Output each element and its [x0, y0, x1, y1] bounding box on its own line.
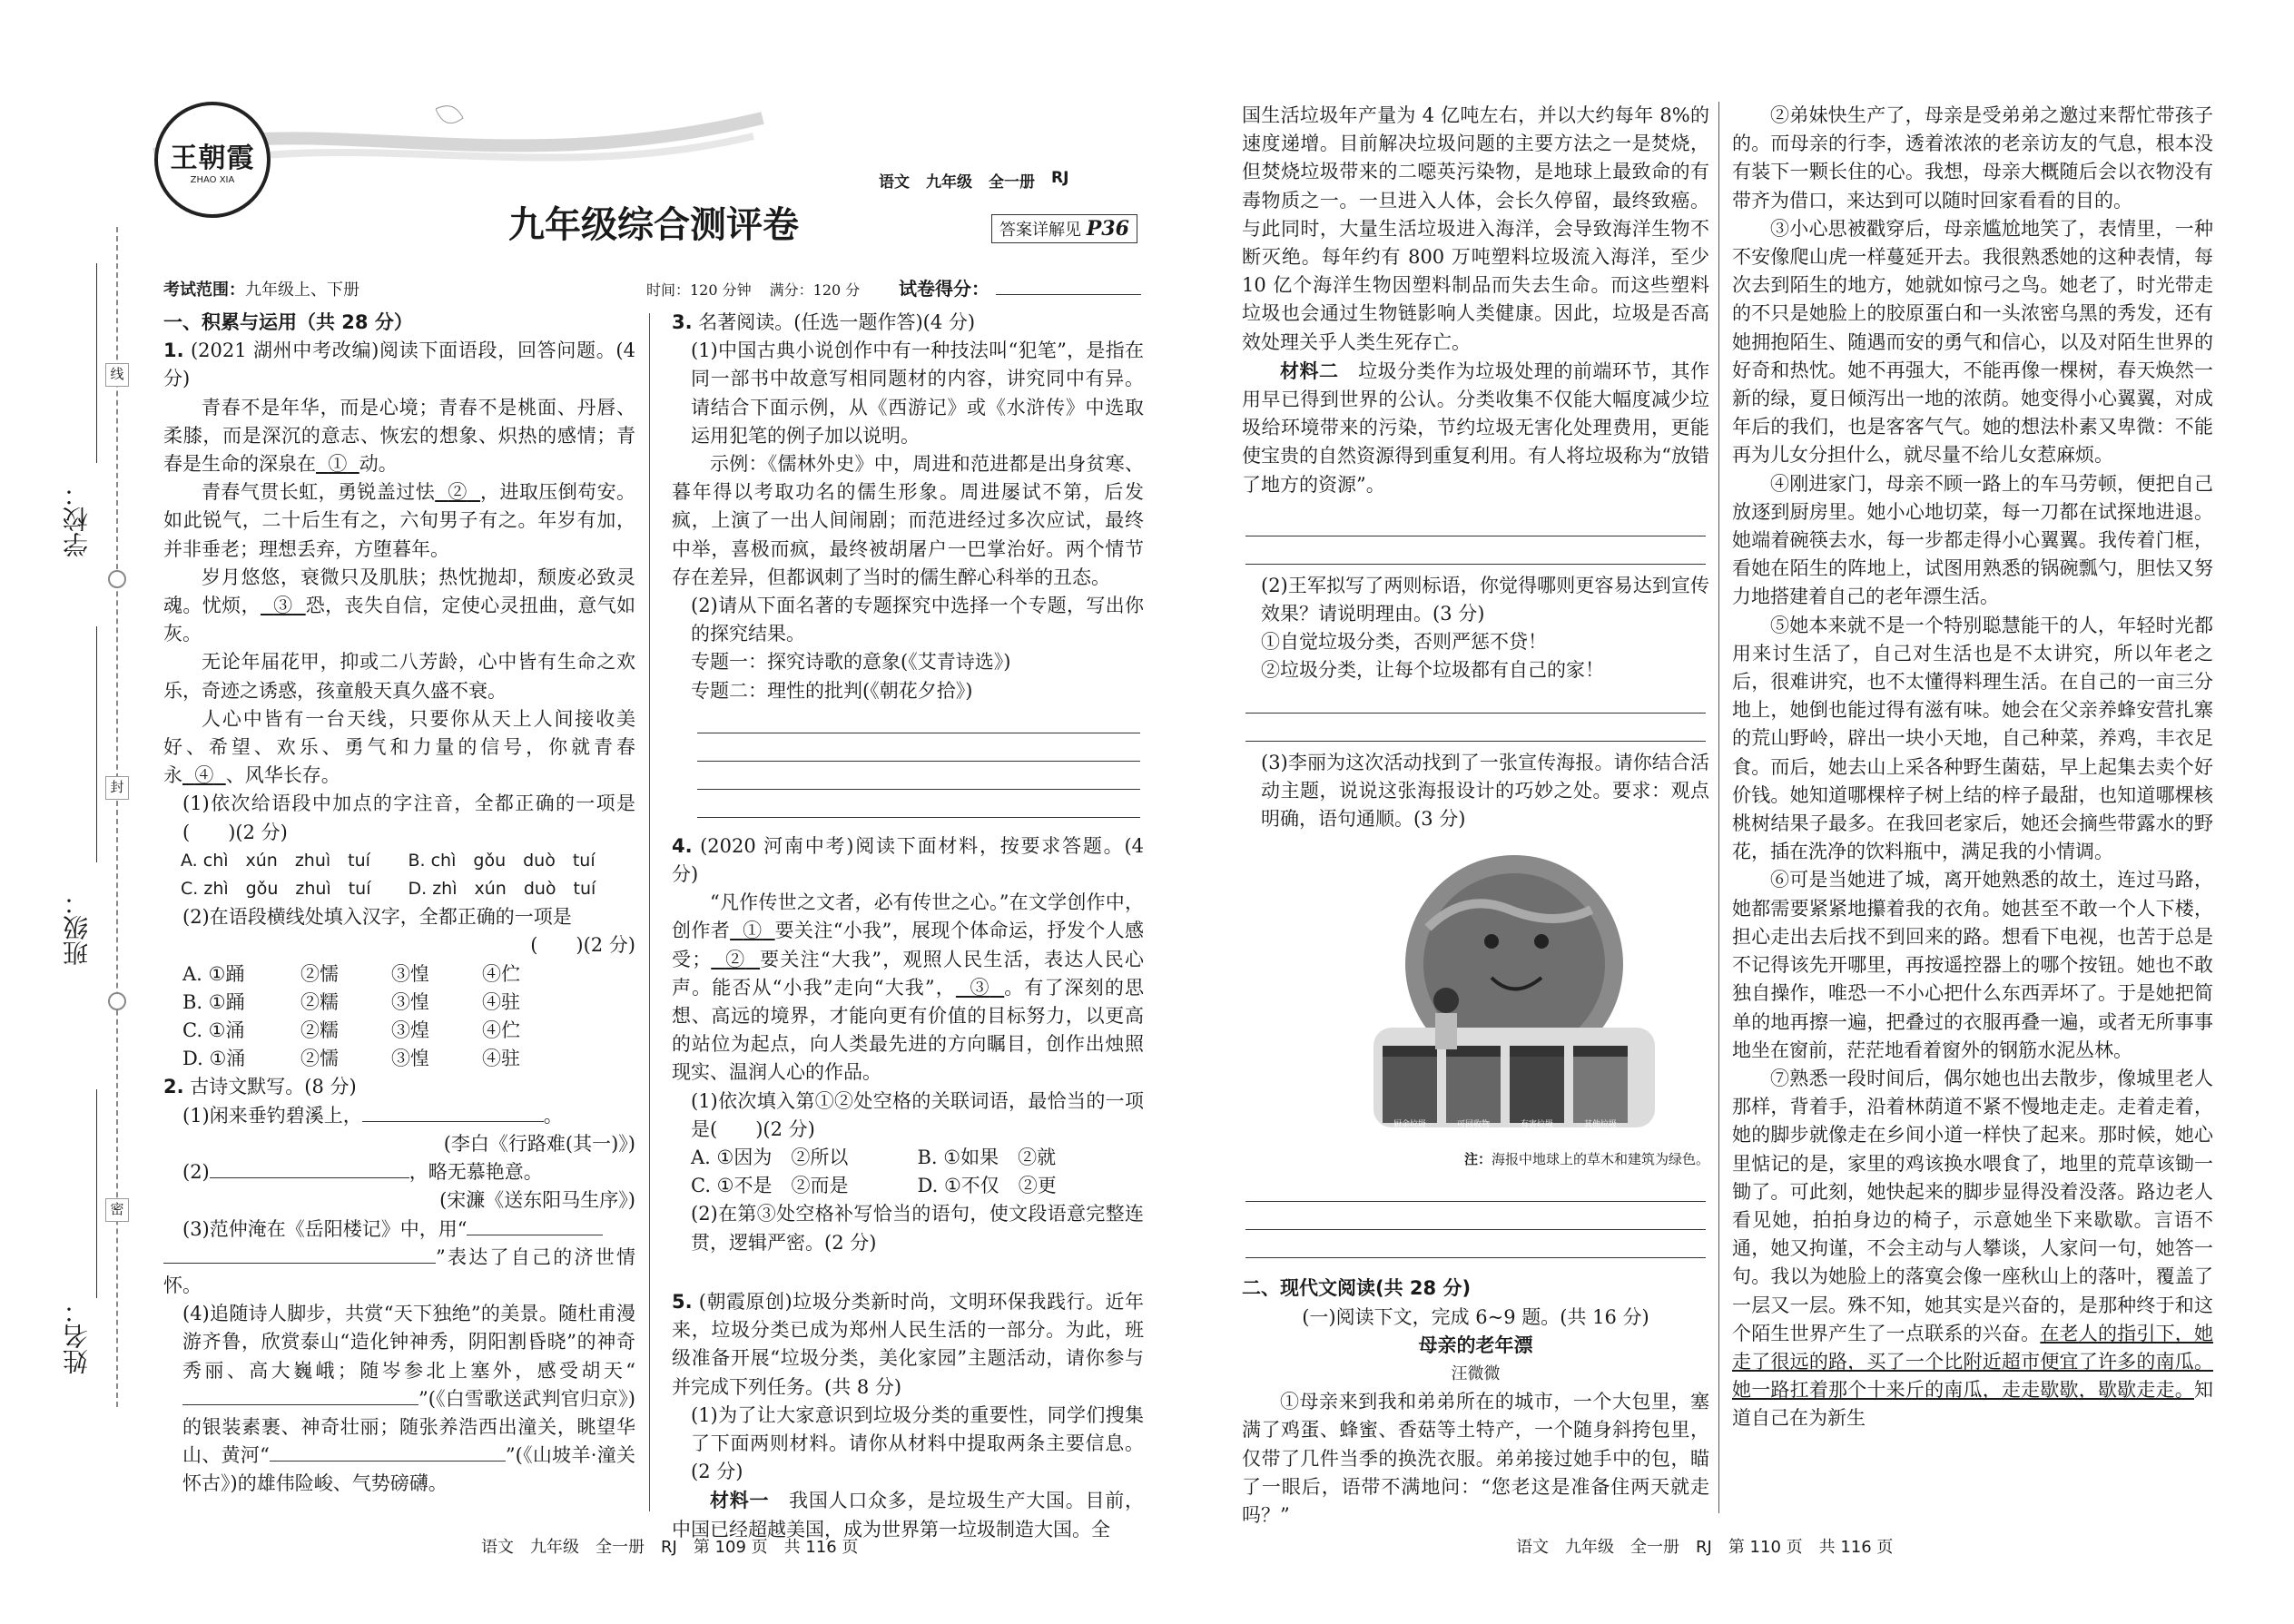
q5-sub1-answer-lines[interactable] — [1242, 508, 1709, 565]
q1-sub1-option-c[interactable]: C. zhì gǒu zhuì tuí — [181, 879, 371, 900]
binding-circle-2 — [108, 992, 126, 1010]
binding-dashed-line — [116, 227, 118, 1407]
q3-topic1: 专题一：探究诗歌的意象(《艾青诗选》) — [691, 651, 1011, 674]
q5-sub3-answer-lines[interactable] — [1242, 1174, 1709, 1258]
right-column-2 — [1732, 102, 2213, 1433]
binding-mark-feng: 封 — [105, 776, 129, 800]
q4-options — [672, 1144, 1144, 1200]
q1-para3: 岁月悠悠，衰微只及肌肤；热忱抛却，颓废必致灵魂。忧烦， ③ 恐，丧失自信，定使心灵扭曲，意气如灰。 — [163, 566, 636, 645]
binding-circle-1 — [108, 570, 126, 588]
story-para7: ⑦熟悉一段时间后，偶尔她也出去散步，像城里老人那样，背着手，沿着林荫道不紧不慢地走走。走着走着，她的脚步就像走在乡间小道一样快了起来。那时候，她心里惦记的是，家里的鸡该换水喂食了，地里的荒草该锄一锄了。可此刻，她快起来的脚步显得没着没落。路边老人看见她，拍拍身边的椅子，示意她坐下来歇歇。言语不通，她又拘谨，不会主动与人攀谈，人家问一句，她答一句。我以为她脸上的落寞会像一座秋山上的落叶，覆盖了一层又一层。殊不知，她其实是兴奋的，是那种终于和这个陌生世界产生了一点联系的兴奋。在老人的指引下，她走了很远的路，买了一个比附近超市便宜了许多的南瓜。她一路扛着那个十来斤的南瓜，走走歇歇，歇歇走走。知道自己在为新生 — [1732, 1067, 2214, 1430]
right-footer: 语文 九年级 全一册 RJ 第 110 页 共 116 页 — [1516, 1538, 1894, 1557]
class-line — [96, 626, 97, 862]
q2-line3b: ”表达了自己的济世情怀。 — [163, 1245, 635, 1296]
story-para7-underlined: 在老人的指引下，她走了很远的路，买了一个比附近超市便宜了许多的南瓜。她一路扛着那个十来斤的南瓜，走走歇歇，歇歇走走。 — [1732, 1322, 2214, 1402]
q5-material1: 材料一 我国人口众多，是垃圾生产大国。目前，中国已经超越美国，成为世界第一垃圾制造大国。全 — [672, 1489, 1145, 1540]
school-line — [96, 263, 97, 463]
q1-sub2-option-d[interactable]: D. ①涌 ②懦 ③惶 ④驻 — [182, 1048, 520, 1070]
poster-image — [1346, 846, 1682, 1146]
q5-sub2-answer-lines[interactable] — [1242, 685, 1709, 742]
q4-option-d[interactable]: D. ①不仅 ②更 — [917, 1175, 1057, 1197]
answer-ref-box: 答案详解见 P36 — [991, 214, 1137, 243]
column-divider-1 — [649, 313, 650, 1511]
q5-sub1: (1)为了让大家意识到垃圾分类的重要性，同学们搜集了下面两则材料。请你从材料中提取两条主要信息。(2 分) — [691, 1403, 1144, 1483]
story-para1: ①母亲来到我和弟弟所在的城市，一个大包里，塞满了鸡蛋、蜂蜜、香菇等土特产，一个随身斜挎包里，仅带了几件当季的换洗衣服。弟弟接过她手中的包，瞄了一眼后，语带不满地问：“您老这是准备住两天就走吗？” — [1242, 1391, 1709, 1527]
meta-grade: 九年级 — [926, 173, 972, 192]
q2-line1: (1)闲来垂钓碧溪上， 。 — [182, 1104, 563, 1127]
poster-note: 注：海报中地球上的草木和建筑为绿色。 — [1463, 1151, 1709, 1168]
meta-volume: 全一册 — [989, 173, 1035, 192]
q4-option-a[interactable]: A. ①因为 ②所以 — [691, 1147, 849, 1169]
exam-scope: 考试范围：九年级上、下册 — [163, 281, 359, 300]
q1-sub2-option-b[interactable]: B. ①踊 ②糯 ③惶 ④驻 — [182, 990, 520, 1013]
q4-option-b[interactable]: B. ①如果 ②就 — [917, 1147, 1057, 1169]
story-para5: ⑤她本来就不是一个特别聪慧能干的人，年轻时光都用来讨生活了，自己对生活也是不太讲究，所以年老之后，很难讲究，也不太懂得料理生活。在自己的一亩三分地上，她倒也能过得有滋有味。她会在父亲养蜂安营扎寨的荒山野岭，辟出一块小天地，自己种菜，养鸡，丰衣足食。而后，她去山上采各种野生菌菇，早上起集去卖个好价钱。她知道哪棵梓子树上结的梓子最甜，也知道哪棵核桃树结果子最多。在我回老家后，她还会摘些带露水的野花，插在洗净的饮料瓶中，满足我的小情调。 — [1732, 614, 2213, 863]
q1-para4: 无论年届花甲，抑或二八芳龄，心中皆有生命之欢乐，奇迹之诱惑，孩童般天真久盛不衰。 — [163, 651, 635, 702]
reading1-instructions: (一)阅读下文，完成 6~9 题。(共 16 分) — [1302, 1305, 1649, 1328]
exam-time: 时间：120 分钟 满分：120 分 — [646, 281, 861, 299]
logo-sub: ZHAO XIA — [190, 174, 235, 185]
q2-line2-source: (宋濂《送东阳马生序》) — [439, 1189, 635, 1212]
header-meta — [879, 169, 1068, 192]
q5-sub3: (3)李丽为这次活动找到了一张宣传海报。请你结合活动主题，说说这张海报设计的巧妙之处。要求：观点明确，语句通顺。(3 分) — [1261, 751, 1709, 831]
q1-sub1-option-b[interactable]: B. chì gǒu duò tuí — [408, 850, 596, 871]
material2: 材料二 垃圾分类作为垃圾处理的前端环节，其作用早已得到世界的公认。分类收集不仅能大幅度减少垃圾给环境带来的污染，节约垃圾无害化处理费用，更能使宝贵的自然资源得到重复利用。有人将垃圾称为“放错了地方的资源”。 — [1242, 359, 1710, 496]
q1-sub1-options — [163, 847, 635, 903]
logo-text: 王朝霞 — [170, 142, 255, 174]
name-line — [96, 1089, 97, 1298]
q1-para5: 人心中皆有一台天线，只要你从天上人间接收美好、希望、欢乐、勇气和力量的信号，你就青春永 ④ 、风华长存。 — [163, 707, 635, 787]
q3-p1: (1)中国古典小说创作中有一种技法叫“犯笔”，是指在同一部书中故意写相同题材的内容，讲究同中有异。请结合下面示例，从《西游记》或《水浒传》中选取运用犯笔的例子加以说明。 — [691, 340, 1144, 447]
earth-poster-icon — [1346, 846, 1682, 1146]
q3-topic2: 专题二：理性的批判(《朝花夕拾》) — [691, 679, 973, 702]
right-column-1 — [1242, 102, 1709, 1530]
bin-label-other: 其他垃圾 — [1583, 1120, 1617, 1130]
story-para3: ③小心思被戳穿后，母亲尴尬地笑了，表情里，一种不安像爬山虎一样蔓延开去。我很熟悉她的这种表情，每次去到陌生的地方，她就如惊弓之鸟。她老了，时光带走的不只是她脸上的胶原蛋白和一头浓密乌黑的秀发，还有她拥抱陌生、随遇而安的勇气和信心，以及对陌生世界的好奇和热忱。她不再强大，不能再像一棵树，春天焕然一新的绿，夏日倾泻出一地的浓荫。她变得小心翼翼，对成年后的我们，也是客客气气。她的想法朴素又卑微：不能再为儿女分担什么，就尽量不给儿女惹麻烦。 — [1732, 217, 2213, 467]
q1-title: 1. (2021 湖州中考改编)阅读下面语段，回答问题。(4 分) — [163, 340, 635, 390]
binding-mark-xian: 线 — [105, 363, 129, 387]
binding-margin — [18, 236, 127, 1407]
story-author: 汪微微 — [1451, 1364, 1501, 1384]
material1-continued: 国生活垃圾年产量为 4 亿吨左右，并以大约每年 8%的速度递增。目前解决垃圾问题的主要方法之一是焚烧，但焚烧垃圾带来的二噁英污染物，是地球上最致命的有毒物质之一。一旦进入人体，会长久停留，最终致癌。与此同时，大量生活垃圾进入海洋，会导致海洋生物不断灭绝。每年约有 800 万吨塑料垃圾流入海洋，至少 10 亿个海洋生物因塑料制品而失去生命。而这些塑料垃圾也会通过生物链影响人类健康。因此，垃圾是否高效处理关乎人类生死存亡。 — [1242, 104, 1709, 353]
slogan-2: ②垃圾分类，让每个垃圾都有自己的家！ — [1261, 659, 1604, 682]
brand-logo — [154, 102, 271, 218]
section1-heading: 一、积累与运用（共 28 分） — [163, 311, 413, 333]
q4-passage: “凡作传世之文者，必有传世之心。”在文学创作中，创作者 ① 要关注“小我”，展现个体命运，抒发个人感受； ② 要关注“大我”，观照人民生活，表达人民心声。能否从“小我”走向“大我”， ③ 。有了深刻的思想、高远的境界，才能向更有价值的目标努力，以更高的站位为起点，向人类最先进的方向瞩目，创作出烛照现实、温润人心的作品。 — [672, 891, 1145, 1084]
q1-sub2-option-c[interactable]: C. ①涌 ②糯 ③煌 ④伫 — [182, 1019, 520, 1042]
q5-title: 5. (朝霞原创)垃圾分类新时尚，文明环保我践行。近年来，垃圾分类已成为郑州人民生活的一部分。为此，班级准备开展“垃圾分类，美化家园”主题活动，请你参与并完成下列任务。(共 8 分) — [672, 1290, 1144, 1398]
q3-example: 示例：《儒林外史》中，周进和范进都是出身贫寒、暮年得以考取功名的儒生形象。周进屡试不第，后发疯，上演了一出人间闹剧；而范进经过多次应试，最终中举，喜极而疯，最终被胡屠户一巴掌治好。两个情节存在差异，但都讽刺了当时的儒生醉心科举的丑态。 — [672, 453, 1144, 588]
q1-para1: 青春不是年华，而是心境；青春不是桃面、丹唇、柔膝，而是深沉的意志、恢宏的想象、炽热的感情；青春是生命的深泉在 ① 动。 — [163, 396, 635, 476]
meta-edition: RJ — [1051, 169, 1069, 187]
q3-p2: (2)请从下面名著的专题探究中选择一个专题，写出你的探究结果。 — [691, 595, 1144, 645]
q1-sub2-tail: ( )(2 分) — [530, 934, 635, 957]
score-field[interactable]: 试卷得分： — [899, 274, 1141, 300]
q5-sub2: (2)王军拟写了两则标语，你觉得哪则更容易达到宣传效果？请说明理由。(3 分) — [1261, 574, 1709, 625]
binding-mark-mi: 密 — [105, 1198, 129, 1222]
page-title: 九年级综合测评卷 — [508, 204, 799, 246]
q2-line1-source: (李白《行路难(其一)》) — [443, 1132, 635, 1155]
column-divider-2 — [1718, 102, 1719, 1513]
answer-page: P36 — [1086, 217, 1129, 241]
q1-sub2-options — [163, 960, 635, 1074]
q1-sub1-option-d[interactable]: D. zhì xún duò tuí — [408, 879, 596, 900]
name-label: 姓名： — [62, 1298, 92, 1374]
story-para6: ⑥可是当她进了城，离开她熟悉的故土，连过马路，她都需要紧紧地攥着我的衣角。她甚至不敢一个人下楼，担心走出去后找不到回来的路。想看下电视，也苦于总是不记得该先开哪里，再按遥控器上的哪个按钮。她也不敢独自操作，唯恐一不小心把什么东西弄坏了。于是她把简单的地再擦一遍，把叠过的衣服再叠一遍，或者无所事事地坐在窗前，茫茫地看着窗外的钢筋水泥丛林。 — [1732, 869, 2213, 1061]
q4-title: 4. (2020 河南中考)阅读下面材料，按要求答题。(4 分) — [672, 834, 1144, 886]
story-para4: ④刚进家门，母亲不顾一路上的车马劳顿，便把自己放逐到厨房里。她小心地切菜，每一刀都在试探地进退。她端着碗筷去水，每一步都走得小心翼翼。我传着门框，看她在陌生的阵地上，试图用熟悉的锅碗瓢勺，胆怯又努力地搭建着自己的老年漂生活。 — [1732, 472, 2213, 608]
q2-line3: (3)范仲淹在《岳阳楼记》中，用“ — [163, 1216, 635, 1244]
q1-sub2: (2)在语段横线处填入汉字，全都正确的一项是 — [182, 906, 572, 929]
story-title: 母亲的老年漂 — [1418, 1334, 1533, 1356]
section2-heading: 二、现代文阅读(共 28 分) — [1242, 1277, 1472, 1300]
q4-option-c[interactable]: C. ①不是 ②而是 — [691, 1175, 849, 1197]
left-footer: 语文 九年级 全一册 RJ 第 109 页 共 116 页 — [481, 1538, 859, 1557]
school-label: 学校： — [62, 481, 92, 557]
q2-line2: (2) ，略无慕艳意。 — [182, 1161, 543, 1184]
q1-sub1-option-a[interactable]: A. chì xún zhuì tuí — [181, 850, 370, 871]
meta-subject: 语文 — [879, 173, 910, 192]
bin-label-hazardous: 有害垃圾 — [1520, 1120, 1553, 1130]
q1-sub1: (1)依次给语段中加点的字注音，全都正确的一项是( )(2 分) — [182, 792, 635, 843]
bin-label-recyclable: 可回收物 — [1456, 1120, 1490, 1130]
q3-title: 3. 名著阅读。(任选一题作答)(4 分) — [672, 311, 976, 333]
q1-sub2-option-a[interactable]: A. ①踊 ②懦 ③惶 ④伫 — [182, 962, 520, 985]
q4-sub1: (1)依次填入第①②处空格的关联词语，最恰当的一项是( )(2 分) — [691, 1089, 1144, 1140]
story-para2: ②弟妹快生产了，母亲是受弟弟之邀过来帮忙带孩子的。而母亲的行李，透着浓浓的老亲访友的气息，根本没有装下一颗长住的心。我想，母亲大概随后会以衣物没有带齐为借口，来达到可以随时回家看看的目的。 — [1732, 104, 2213, 212]
q2-title: 2. 古诗文默写。(8 分) — [163, 1076, 357, 1098]
q2-line4: (4)追随诗人脚步，共赏“天下独绝”的美景。随杜甫漫游齐鲁，欣赏泰山“造化钟神秀，阴阳割昏晓”的神奇秀丽、高大巍峨；随岑参北上塞外，感受胡天“”(《白雪歌送武判官归京》)的银装素裹、神奇壮丽；随张养浩西出潼关，眺望华山、黄河“ ”(《山坡羊·潼关怀古》)的雄伟险峻、气势磅礴。 — [182, 1303, 635, 1495]
class-label: 班级： — [62, 890, 92, 966]
q3-answer-lines[interactable] — [672, 705, 1144, 818]
slogan-1: ①自觉垃圾分类，否则严惩不贷！ — [1261, 631, 1547, 654]
bin-label-kitchen: 厨余垃圾 — [1393, 1120, 1426, 1130]
left-column — [163, 309, 635, 1499]
q4-sub2: (2)在第③处空格补写恰当的语句，使文段语意完整连贯，逻辑严密。(2 分) — [691, 1203, 1144, 1254]
q1-para2: 青春气贯长虹，勇锐盖过怯 ② ，进取压倒苟安。如此锐气，二十后生有之，六旬男子有之。年岁有加，并非垂老；理想丢弃，方堕暮年。 — [163, 481, 636, 560]
middle-column — [672, 309, 1144, 1544]
